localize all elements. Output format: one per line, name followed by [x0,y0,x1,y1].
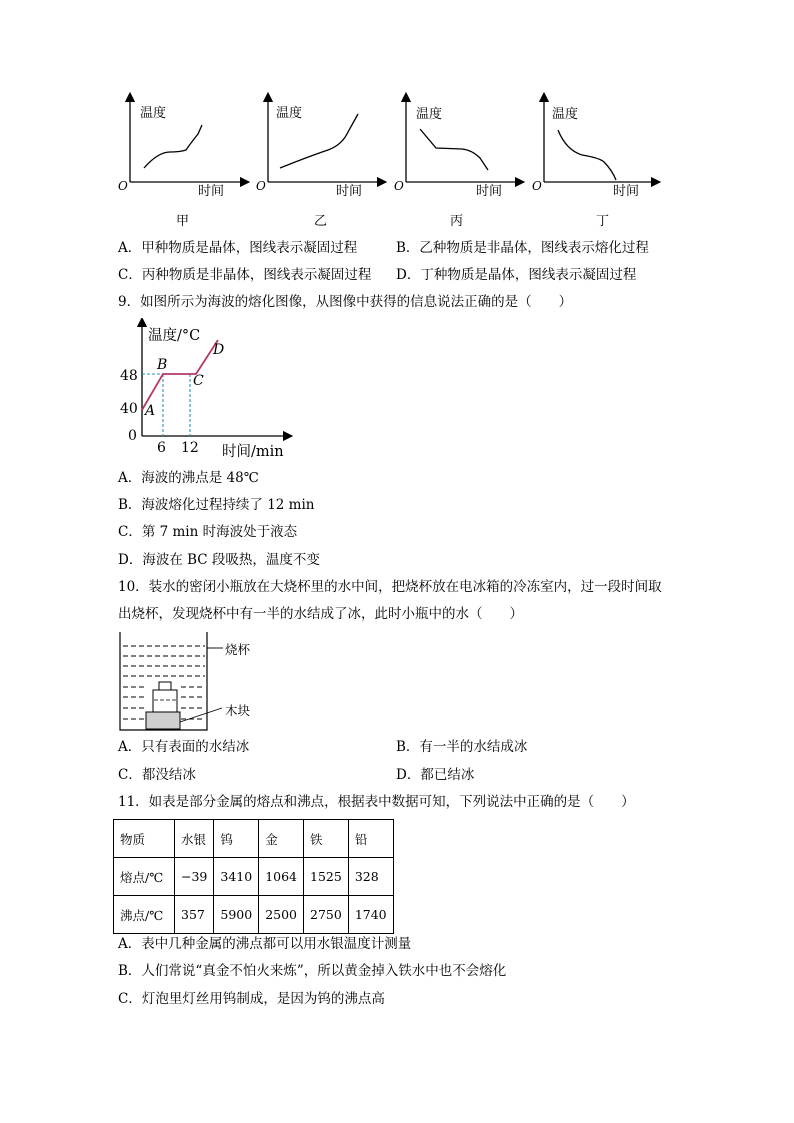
table-cell: 328 [348,858,393,896]
table-row [114,896,394,934]
q10-stem-line2: 出烧杯，发现烧杯中有一半的水结成了冰，此时小瓶中的水（ ） [118,606,523,622]
bottle-body [153,690,177,712]
table-header-cell: 金 [259,820,304,858]
q9-xlabel: 时间/min [222,444,284,460]
table-cell: 357 [175,896,214,934]
caption-jia: 甲 [176,214,190,229]
q9-point-b: B [157,357,168,373]
q8-option-b[interactable]: B．乙种物质是非晶体，图线表示熔化过程 [396,240,649,256]
q9-xtick-6: 6 [157,440,166,456]
q9-option-c[interactable]: C．第 7 min 时海波处于液态 [118,524,298,540]
q9-melting-chart [112,318,302,460]
q9-ytick-40: 40 [120,401,138,417]
table-cell: 3410 [214,858,259,896]
xlabel-yi: 时间 [336,184,363,199]
q9-option-b[interactable]: B．海波熔化过程持续了 12 min [118,497,315,513]
table-header-cell: 水银 [175,820,214,858]
ylabel-ding: 温度 [552,107,579,122]
caption-bing: 丙 [450,214,464,229]
q9-option-a[interactable]: A．海波的沸点是 48℃ [118,470,259,486]
q8-graphs [110,92,670,232]
ylabel-jia: 温度 [140,106,167,121]
q9-series-line [142,340,218,410]
label-beaker: 烧杯 [225,642,251,657]
table-cell: 1740 [348,896,393,934]
q9-option-d[interactable]: D．海波在 BC 段吸热，温度不变 [118,552,320,568]
q9-point-d: D [213,342,225,358]
q9-point-c: C [193,373,204,389]
table-cell: 2750 [304,896,349,934]
curve-ding [558,130,616,180]
q9-ytick-0: 0 [128,428,137,444]
q10-beaker-diagram [115,630,265,734]
bottle-neck [159,682,171,690]
graph-ding [532,97,656,229]
table-cell: −39 [175,858,214,896]
origin-yi: O [256,179,266,193]
graph-bing [394,97,520,229]
ylabel-bing: 温度 [416,107,443,122]
curve-jia [144,125,202,168]
caption-yi: 乙 [314,214,328,229]
origin-ding: O [532,179,542,193]
q11-option-c[interactable]: C．灯泡里灯丝用钨制成，是因为钨的沸点高 [118,991,385,1007]
q9-point-a: A [145,403,156,419]
xlabel-jia: 时间 [198,184,225,199]
table-header-cell: 铁 [304,820,349,858]
graph-jia [118,97,245,229]
table-cell: 2500 [259,896,304,934]
table-cell: 沸点/℃ [114,896,175,934]
table-row [114,820,394,858]
table-cell: 5900 [214,896,259,934]
q10-option-a[interactable]: A．只有表面的水结冰 [118,739,250,755]
caption-ding: 丁 [596,214,610,229]
q10-option-d[interactable]: D．都已结冰 [396,767,475,783]
q11-option-a[interactable]: A．表中几种金属的沸点都可以用水银温度计测量 [118,936,412,952]
q10-stem-line1: 10．装水的密闭小瓶放在大烧杯里的水中间，把烧杯放在电冰箱的冷冻室内，过一段时间取 [118,579,662,595]
q9-ylabel: 温度/°C [148,328,201,344]
q8-option-d[interactable]: D．丁种物质是晶体，图线表示凝固过程 [396,267,637,283]
curve-yi [280,114,358,168]
q9-stem: 9．如图所示为海波的熔化图像，从图像中获得的信息说法正确的是（ ） [118,294,573,310]
table-header-cell: 钨 [214,820,259,858]
q8-option-c[interactable]: C．丙种物质是非晶体，图线表示凝固过程 [118,267,372,283]
q11-metal-table [113,819,394,934]
graph-yi [256,97,382,229]
curve-bing [420,129,488,170]
origin-bing: O [394,179,404,193]
origin-jia: O [118,179,128,193]
ylabel-yi: 温度 [276,106,303,121]
table-cell: 1064 [259,858,304,896]
q10-option-b[interactable]: B．有一半的水结成冰 [396,739,528,755]
table-header-cell: 物质 [114,820,175,858]
q11-stem: 11．如表是部分金属的熔点和沸点，根据表中数据可知，下列说法中正确的是（ ） [118,794,635,810]
q8-option-a[interactable]: A．甲种物质是晶体，图线表示凝固过程 [118,240,358,256]
q10-option-c[interactable]: C．都没结冰 [118,767,196,783]
xlabel-ding: 时间 [613,184,640,199]
xlabel-bing: 时间 [476,184,503,199]
q9-xtick-12: 12 [181,440,199,456]
q9-ytick-48: 48 [120,368,138,384]
q11-option-b[interactable]: B．人们常说“真金不怕火来炼”，所以黄金掉入铁水中也不会熔化 [118,963,507,979]
table-row [114,858,394,896]
label-block: 木块 [225,703,251,718]
table-cell: 熔点/℃ [114,858,175,896]
table-cell: 1525 [304,858,349,896]
wood-block [146,712,180,729]
table-header-cell: 铅 [348,820,393,858]
